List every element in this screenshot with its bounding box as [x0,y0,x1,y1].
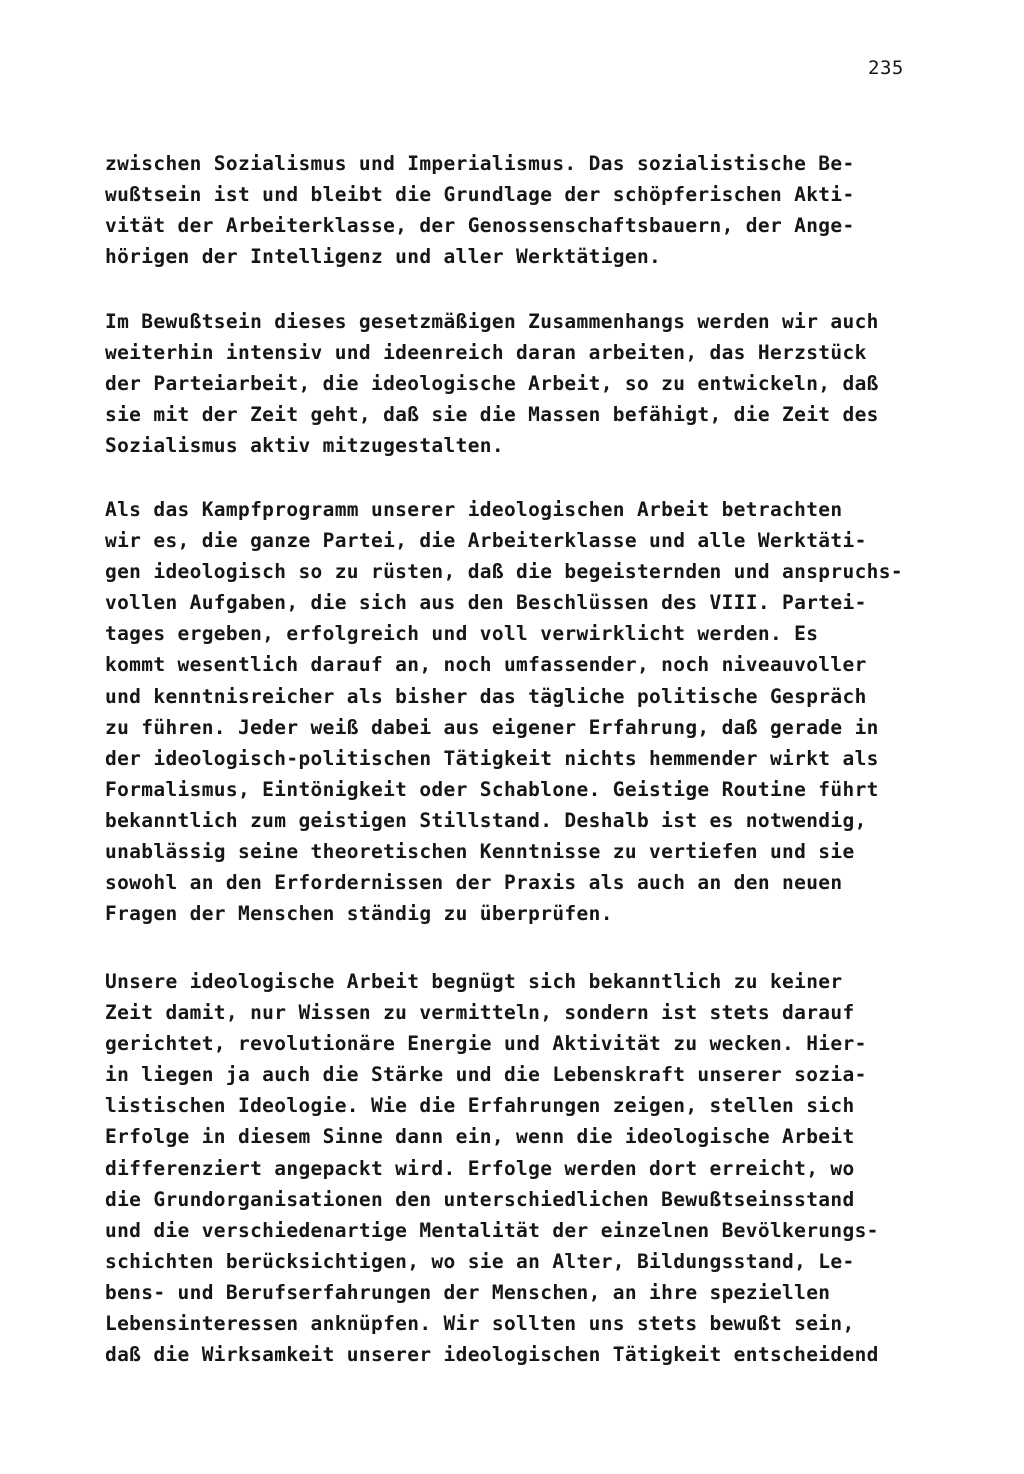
text-line: Im Bewußtsein dieses gesetzmäßigen Zusammenhangs werden wir auch [105,310,879,333]
text-line: listischen Ideologie. Wie die Erfahrungen zeigen, stellen sich [105,1094,855,1118]
text-line: Lebensinteressen anknüpfen. Wir sollten uns stets bewußt sein, [105,1312,855,1336]
text-line: Fragen der Menschen ständig zu überprüfen. [105,902,613,926]
paragraph-3 [105,494,903,929]
paragraph-4 [105,966,879,1370]
text-line: vität der Arbeiterklasse, der Genossenschaftsbauern, der Ange- [105,214,855,238]
text-line: hörigen der Intelligenz und aller Werktätigen. [105,245,662,269]
text-line: sie mit der Zeit geht, daß sie die Massen befähigt, die Zeit des [105,403,879,427]
text-line: der Parteiarbeit, die ideologische Arbeit, so zu entwickeln, daß [105,372,879,396]
text-line: und kenntnisreicher als bisher das tägliche politische Gespräch [105,684,867,708]
text-line: die Grundorganisationen den unterschiedlichen Bewußtseinsstand [105,1187,855,1211]
text-line: unablässig seine theoretischen Kenntnisse zu vertiefen und sie [105,840,855,864]
text-line: wir es, die ganze Partei, die Arbeiterklasse und alle Werktäti- [105,529,867,553]
text-line: und die verschiedenartige Mentalität der einzelnen Bevölkerungs- [105,1218,879,1242]
text-line: gen ideologisch so zu rüsten, daß die begeisternden und anspruchs- [105,560,903,584]
text-line: kommt wesentlich darauf an, noch umfassender, noch niveauvoller [105,653,867,677]
text-line: Erfolge in diesem Sinne dann ein, wenn die ideologische Arbeit [105,1125,855,1149]
text-line: Sozialismus aktiv mitzugestalten. [105,434,504,458]
text-line: tages ergeben, erfolgreich und voll verwirklicht werden. Es [105,622,819,646]
text-line: der ideologisch-politischen Tätigkeit nichts hemmender wirkt als [105,746,879,770]
text-line: Unsere ideologische Arbeit begnügt sich bekanntlich zu keiner [105,970,843,993]
text-line: wußtsein ist und bleibt die Grundlage der schöpferischen Akti- [105,183,855,207]
text-line: weiterhin intensiv und ideenreich daran arbeiten, das Herzstück [105,341,867,365]
text-line: schichten berücksichtigen, wo sie an Alter, Bildungsstand, Le- [105,1249,855,1273]
text-line: gerichtet, revolutionäre Energie und Aktivität zu wecken. Hier- [105,1032,867,1056]
text-line: Als das Kampfprogramm unserer ideologischen Arbeit betrachten [105,498,843,521]
text-line: bens- und Berufserfahrungen der Menschen, an ihre speziellen [105,1280,831,1304]
page-number: 235 [868,57,904,79]
paragraph-2 [105,306,879,461]
text-line: sowohl an den Erfordernissen der Praxis als auch an den neuen [105,871,843,895]
text-line: Zeit damit, nur Wissen zu vermitteln, sondern ist stets darauf [105,1001,855,1025]
text-line: vollen Aufgaben, die sich aus den Beschlüssen des VIII. Partei- [105,591,867,615]
paragraph-1 [105,148,855,272]
text-line: zwischen Sozialismus und Imperialismus. Das sozialistische Be- [105,152,855,175]
text-line: Formalismus, Eintönigkeit oder Schablone. Geistige Routine führt [105,777,879,801]
text-line: zu führen. Jeder weiß dabei aus eigener Erfahrung, daß gerade in [105,715,879,739]
text-line: daß die Wirksamkeit unserer ideologischen Tätigkeit entscheidend [105,1343,879,1367]
text-line: differenziert angepackt wird. Erfolge werden dort erreicht, wo [105,1156,855,1180]
text-line: in liegen ja auch die Stärke und die Lebenskraft unserer sozia- [105,1063,867,1087]
text-line: bekanntlich zum geistigen Stillstand. Deshalb ist es notwendig, [105,808,867,832]
